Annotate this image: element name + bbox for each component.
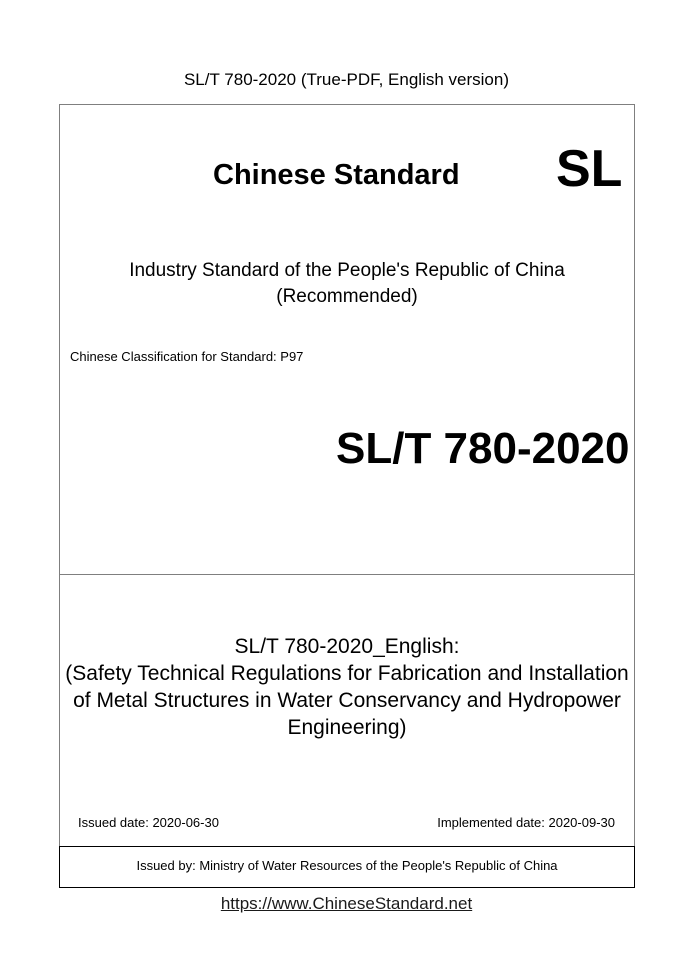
website-link[interactable]: https://www.ChineseStandard.net <box>220 894 473 913</box>
title-line: Engineering) <box>287 716 407 739</box>
issuer-text: Issued by: Ministry of Water Resources of the People's Republic of China <box>136 858 558 873</box>
brand-title: Chinese Standard <box>213 159 460 191</box>
industry-line: Industry Standard of the People's Republic of China <box>129 260 565 281</box>
title-line: of Metal Structures in Water Conservancy and Hydropower <box>73 689 621 712</box>
title-line: SL/T 780-2020_English: <box>234 635 460 658</box>
document-title <box>59 633 635 741</box>
recommended-line: (Recommended) <box>276 286 418 307</box>
page-header: SL/T 780-2020 (True-PDF, English version) <box>183 70 510 89</box>
implemented-date: Implemented date: 2020-09-30 <box>437 815 615 830</box>
industry-statement <box>59 258 635 310</box>
brand-mark: SL <box>556 140 623 198</box>
footer <box>0 893 693 915</box>
standard-number: SL/T 780-2020 <box>336 424 630 473</box>
title-line: (Safety Technical Regulations for Fabrication and Installation <box>65 662 629 685</box>
issued-date: Issued date: 2020-06-30 <box>78 815 219 830</box>
classification-code: Chinese Classification for Standard: P97 <box>70 349 304 364</box>
